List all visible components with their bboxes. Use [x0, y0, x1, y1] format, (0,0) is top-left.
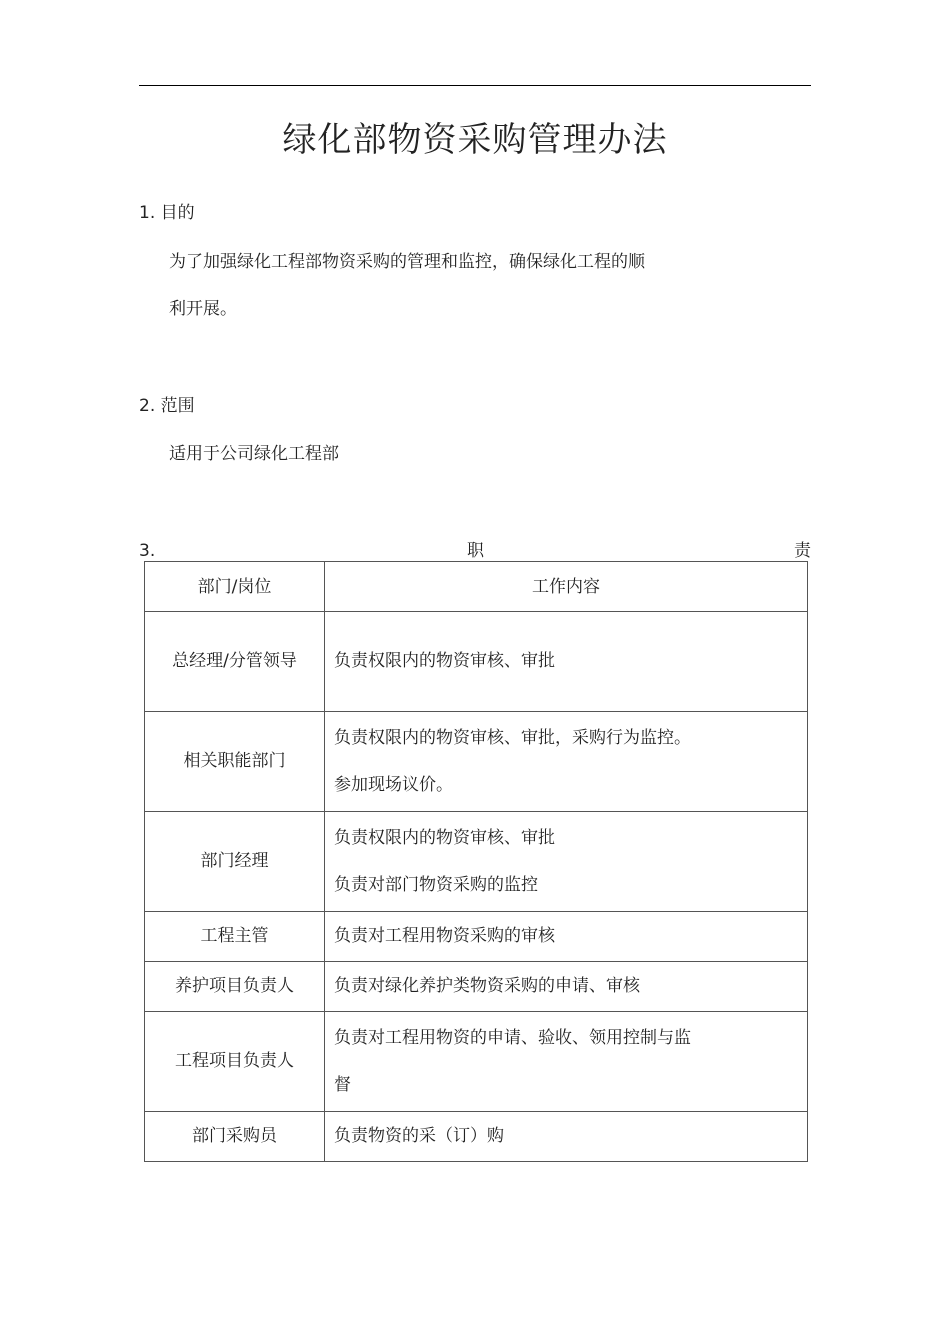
work-line: 参加现场议价。	[334, 774, 453, 795]
work-line: 督	[334, 1074, 351, 1095]
row-dept	[145, 812, 325, 912]
dept-label: 工程主管	[200, 926, 269, 946]
dept-label: 部门经理	[200, 851, 269, 871]
dept-label: 养护项目负责人	[175, 976, 294, 996]
duties-heading-char-1: 职	[467, 541, 484, 561]
row-work	[325, 1112, 808, 1162]
document-title: 绿化部物资采购管理办法	[282, 120, 668, 160]
section-heading-purpose: 1. 目的	[139, 203, 195, 223]
table-row	[145, 1012, 808, 1112]
row-dept	[145, 1012, 325, 1112]
section-heading-duties	[139, 539, 811, 563]
table-row	[145, 912, 808, 962]
duties-table	[144, 561, 808, 1162]
dept-label: 工程项目负责人	[175, 1051, 294, 1071]
work-line: 负责权限内的物资审核、审批	[334, 827, 555, 848]
scope-text: 适用于公司绿化工程部	[169, 444, 339, 464]
row-work	[325, 912, 808, 962]
table-header-row	[145, 562, 808, 612]
work-line: 负责对工程用物资的申请、验收、领用控制与监	[334, 1027, 691, 1048]
header-work: 工作内容	[325, 562, 808, 612]
table-row	[145, 962, 808, 1012]
work-line: 负责对绿化养护类物资采购的申请、审核	[334, 976, 640, 996]
table-row	[145, 612, 808, 712]
work-line: 负责对部门物资采购的监控	[334, 874, 538, 895]
row-dept	[145, 1112, 325, 1162]
row-dept	[145, 712, 325, 812]
dept-label: 总经理/分管领导	[172, 651, 297, 671]
purpose-text-line-2: 利开展。	[169, 299, 237, 319]
row-dept	[145, 912, 325, 962]
dept-label: 部门采购员	[192, 1126, 277, 1146]
header-rule	[139, 85, 811, 86]
purpose-text-line-1: 为了加强绿化工程部物资采购的管理和监控，确保绿化工程的顺	[169, 252, 645, 272]
work-line: 负责权限内的物资审核、审批	[334, 651, 555, 671]
section-heading-scope: 2. 范围	[139, 396, 195, 416]
header-dept: 部门/岗位	[145, 562, 325, 612]
row-work	[325, 812, 808, 912]
table-row	[145, 712, 808, 812]
work-line: 负责对工程用物资采购的审核	[334, 926, 555, 946]
duties-heading-char-2: 责	[794, 541, 811, 561]
table-row	[145, 1112, 808, 1162]
work-line: 负责权限内的物资审核、审批，采购行为监控。	[334, 727, 691, 748]
dept-label: 相关职能部门	[183, 751, 286, 771]
row-work	[325, 1012, 808, 1112]
row-work	[325, 612, 808, 712]
row-dept	[145, 962, 325, 1012]
duties-heading-number: 3.	[139, 541, 156, 561]
table-row	[145, 812, 808, 912]
work-line: 负责物资的采（订）购	[334, 1126, 504, 1146]
row-work	[325, 712, 808, 812]
row-dept	[145, 612, 325, 712]
row-work	[325, 962, 808, 1012]
